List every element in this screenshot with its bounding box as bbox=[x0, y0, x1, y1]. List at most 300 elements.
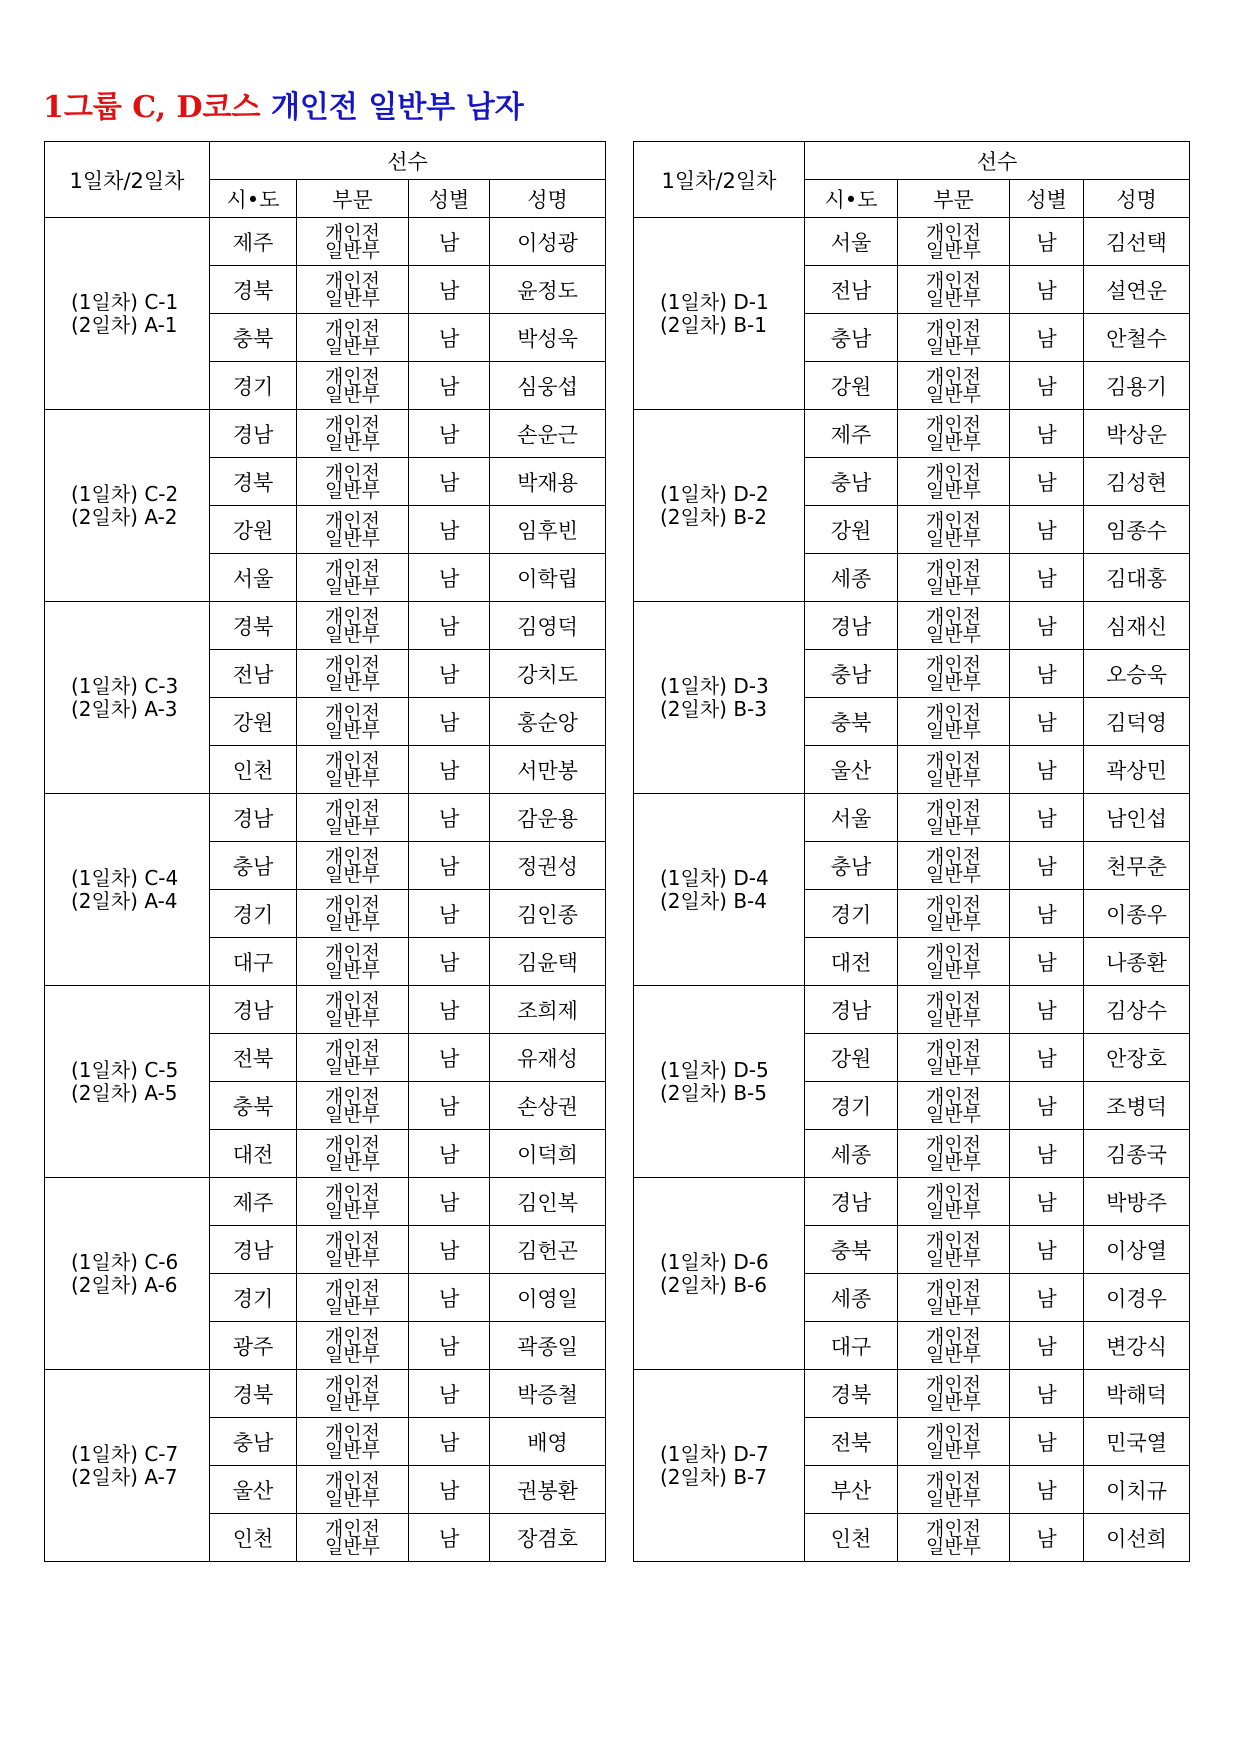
player-division bbox=[297, 650, 409, 698]
player-region: 강원 bbox=[805, 362, 898, 410]
player-division bbox=[297, 1274, 409, 1322]
player-region: 충남 bbox=[210, 1418, 297, 1466]
player-gender: 남 bbox=[409, 506, 490, 554]
player-name: 안장호 bbox=[1084, 1034, 1190, 1082]
player-gender: 남 bbox=[1010, 458, 1084, 506]
player-region: 경남 bbox=[805, 1178, 898, 1226]
player-region: 충북 bbox=[210, 314, 297, 362]
division-line-1: 개인전 bbox=[324, 605, 381, 628]
division-line-2: 일반부 bbox=[324, 623, 381, 646]
player-region: 강원 bbox=[805, 1034, 898, 1082]
table-row bbox=[45, 1178, 606, 1226]
player-division bbox=[898, 1418, 1010, 1466]
player-region: 부산 bbox=[805, 1466, 898, 1514]
player-gender: 남 bbox=[409, 986, 490, 1034]
player-name: 서만봉 bbox=[490, 746, 606, 794]
player-name: 박상운 bbox=[1084, 410, 1190, 458]
player-name: 김윤택 bbox=[490, 938, 606, 986]
group-slot-day2: (2일차) B-3 bbox=[660, 696, 767, 721]
player-region: 충북 bbox=[805, 698, 898, 746]
table-row bbox=[634, 1178, 1190, 1226]
player-name: 민국열 bbox=[1084, 1418, 1190, 1466]
player-division bbox=[898, 506, 1010, 554]
group-slot-day1: (1일차) C-4 bbox=[71, 865, 179, 890]
division-line-2: 일반부 bbox=[925, 239, 982, 262]
player-region: 세종 bbox=[805, 554, 898, 602]
division-line-1: 개인전 bbox=[925, 413, 982, 436]
division-line-1: 개인전 bbox=[324, 269, 381, 292]
player-gender: 남 bbox=[409, 1274, 490, 1322]
division-line-2: 일반부 bbox=[324, 911, 381, 934]
player-name: 김성현 bbox=[1084, 458, 1190, 506]
player-region: 대구 bbox=[210, 938, 297, 986]
player-name: 이종우 bbox=[1084, 890, 1190, 938]
player-division bbox=[297, 1178, 409, 1226]
division-line-2: 일반부 bbox=[324, 1343, 381, 1366]
division-line-1: 개인전 bbox=[925, 1229, 982, 1252]
header-region: 시•도 bbox=[210, 180, 297, 218]
player-name: 김선택 bbox=[1084, 218, 1190, 266]
player-name: 강치도 bbox=[490, 650, 606, 698]
player-division bbox=[898, 938, 1010, 986]
player-gender: 남 bbox=[409, 1418, 490, 1466]
player-name: 박증철 bbox=[490, 1370, 606, 1418]
division-line-2: 일반부 bbox=[925, 1103, 982, 1126]
division-line-2: 일반부 bbox=[925, 1487, 982, 1510]
group-slot bbox=[634, 794, 805, 986]
group-slot-day2: (2일차) A-5 bbox=[71, 1080, 178, 1105]
group-slot-day2: (2일차) A-4 bbox=[71, 888, 178, 913]
division-line-2: 일반부 bbox=[324, 239, 381, 262]
page-title bbox=[43, 82, 524, 126]
player-name: 변강식 bbox=[1084, 1322, 1190, 1370]
player-gender: 남 bbox=[409, 1466, 490, 1514]
division-line-1: 개인전 bbox=[324, 701, 381, 724]
player-gender: 남 bbox=[409, 602, 490, 650]
player-region: 경남 bbox=[805, 602, 898, 650]
player-name: 박해덕 bbox=[1084, 1370, 1190, 1418]
division-line-1: 개인전 bbox=[324, 797, 381, 820]
player-region: 경기 bbox=[805, 890, 898, 938]
division-line-1: 개인전 bbox=[925, 1325, 982, 1348]
division-line-2: 일반부 bbox=[925, 1439, 982, 1462]
player-gender: 남 bbox=[1010, 890, 1084, 938]
division-line-1: 개인전 bbox=[324, 221, 381, 244]
group-slot bbox=[45, 218, 210, 410]
player-region: 충북 bbox=[805, 1226, 898, 1274]
player-division bbox=[297, 1226, 409, 1274]
division-line-2: 일반부 bbox=[925, 1247, 982, 1270]
player-gender: 남 bbox=[1010, 1322, 1084, 1370]
division-line-1: 개인전 bbox=[925, 1037, 982, 1060]
division-line-1: 개인전 bbox=[324, 1229, 381, 1252]
player-region: 인천 bbox=[210, 746, 297, 794]
player-gender: 남 bbox=[1010, 1514, 1084, 1562]
division-line-2: 일반부 bbox=[324, 1295, 381, 1318]
player-name: 곽상민 bbox=[1084, 746, 1190, 794]
player-division bbox=[898, 1178, 1010, 1226]
division-line-1: 개인전 bbox=[324, 1325, 381, 1348]
player-name: 남인섭 bbox=[1084, 794, 1190, 842]
player-name: 김인복 bbox=[490, 1178, 606, 1226]
player-name: 이치규 bbox=[1084, 1466, 1190, 1514]
player-region: 경남 bbox=[210, 1226, 297, 1274]
player-division bbox=[297, 266, 409, 314]
player-region: 충남 bbox=[805, 842, 898, 890]
division-line-2: 일반부 bbox=[324, 383, 381, 406]
player-division bbox=[898, 1274, 1010, 1322]
division-line-1: 개인전 bbox=[324, 1421, 381, 1444]
table-row bbox=[45, 1370, 606, 1418]
player-gender: 남 bbox=[409, 698, 490, 746]
player-name: 김영덕 bbox=[490, 602, 606, 650]
group-slot bbox=[45, 794, 210, 986]
player-division bbox=[898, 746, 1010, 794]
group-slot-day1: (1일차) D-7 bbox=[660, 1441, 769, 1466]
group-slot bbox=[634, 986, 805, 1178]
division-line-2: 일반부 bbox=[324, 1151, 381, 1174]
header-day: 1일차/2일차 bbox=[45, 142, 210, 218]
player-gender: 남 bbox=[409, 1034, 490, 1082]
division-line-1: 개인전 bbox=[925, 1421, 982, 1444]
group-slot-day1: (1일차) C-3 bbox=[71, 673, 179, 698]
player-gender: 남 bbox=[409, 1226, 490, 1274]
player-division bbox=[898, 842, 1010, 890]
group-slot-day1: (1일차) D-3 bbox=[660, 673, 769, 698]
division-line-2: 일반부 bbox=[324, 767, 381, 790]
division-line-1: 개인전 bbox=[925, 989, 982, 1012]
player-region: 제주 bbox=[805, 410, 898, 458]
group-slot bbox=[634, 1370, 805, 1562]
division-line-2: 일반부 bbox=[925, 287, 982, 310]
player-division bbox=[898, 458, 1010, 506]
table-row bbox=[45, 602, 606, 650]
division-line-2: 일반부 bbox=[324, 1487, 381, 1510]
player-name: 박재용 bbox=[490, 458, 606, 506]
division-line-1: 개인전 bbox=[925, 1517, 982, 1540]
header-division: 부문 bbox=[297, 180, 409, 218]
player-division bbox=[898, 362, 1010, 410]
division-line-1: 개인전 bbox=[925, 1469, 982, 1492]
header-day: 1일차/2일차 bbox=[634, 142, 805, 218]
division-line-2: 일반부 bbox=[925, 1199, 982, 1222]
player-name: 이영일 bbox=[490, 1274, 606, 1322]
division-line-2: 일반부 bbox=[925, 1055, 982, 1078]
player-name: 장겸호 bbox=[490, 1514, 606, 1562]
header-name: 성명 bbox=[490, 180, 606, 218]
player-name: 임후빈 bbox=[490, 506, 606, 554]
player-region: 경남 bbox=[210, 986, 297, 1034]
division-line-2: 일반부 bbox=[925, 719, 982, 742]
header-gender: 성별 bbox=[1010, 180, 1084, 218]
player-division bbox=[297, 314, 409, 362]
player-gender: 남 bbox=[409, 1082, 490, 1130]
division-line-1: 개인전 bbox=[925, 845, 982, 868]
division-line-1: 개인전 bbox=[925, 557, 982, 580]
division-line-2: 일반부 bbox=[925, 431, 982, 454]
player-gender: 남 bbox=[1010, 602, 1084, 650]
player-region: 경북 bbox=[210, 1370, 297, 1418]
player-gender: 남 bbox=[409, 554, 490, 602]
player-gender: 남 bbox=[409, 1370, 490, 1418]
player-name: 김덕영 bbox=[1084, 698, 1190, 746]
player-division bbox=[898, 1322, 1010, 1370]
player-division bbox=[898, 698, 1010, 746]
division-line-2: 일반부 bbox=[324, 1055, 381, 1078]
player-division bbox=[297, 1514, 409, 1562]
group-slot-day1: (1일차) C-7 bbox=[71, 1441, 179, 1466]
player-name: 심웅섭 bbox=[490, 362, 606, 410]
player-region: 경기 bbox=[805, 1082, 898, 1130]
division-line-2: 일반부 bbox=[925, 815, 982, 838]
division-line-1: 개인전 bbox=[324, 317, 381, 340]
player-division bbox=[898, 602, 1010, 650]
division-line-1: 개인전 bbox=[324, 749, 381, 772]
table-row bbox=[634, 410, 1190, 458]
roster-table-left bbox=[44, 141, 606, 1562]
division-line-2: 일반부 bbox=[324, 863, 381, 886]
division-line-1: 개인전 bbox=[324, 461, 381, 484]
player-gender: 남 bbox=[1010, 1034, 1084, 1082]
player-name: 안철수 bbox=[1084, 314, 1190, 362]
division-line-1: 개인전 bbox=[324, 557, 381, 580]
player-division bbox=[898, 266, 1010, 314]
division-line-2: 일반부 bbox=[324, 1247, 381, 1270]
player-region: 경북 bbox=[805, 1370, 898, 1418]
player-gender: 남 bbox=[1010, 650, 1084, 698]
division-line-2: 일반부 bbox=[324, 287, 381, 310]
player-gender: 남 bbox=[1010, 1130, 1084, 1178]
player-division bbox=[297, 698, 409, 746]
division-line-2: 일반부 bbox=[324, 575, 381, 598]
player-gender: 남 bbox=[1010, 362, 1084, 410]
group-slot bbox=[634, 1178, 805, 1370]
player-region: 세종 bbox=[805, 1130, 898, 1178]
player-region: 울산 bbox=[805, 746, 898, 794]
player-name: 나종환 bbox=[1084, 938, 1190, 986]
division-line-1: 개인전 bbox=[324, 893, 381, 916]
division-line-2: 일반부 bbox=[925, 479, 982, 502]
player-region: 경기 bbox=[210, 1274, 297, 1322]
division-line-1: 개인전 bbox=[925, 1373, 982, 1396]
group-slot-day2: (2일차) B-4 bbox=[660, 888, 767, 913]
division-line-1: 개인전 bbox=[324, 1277, 381, 1300]
player-name: 김헌곤 bbox=[490, 1226, 606, 1274]
player-division bbox=[898, 890, 1010, 938]
player-division bbox=[898, 218, 1010, 266]
player-region: 서울 bbox=[805, 794, 898, 842]
division-line-2: 일반부 bbox=[925, 623, 982, 646]
division-line-2: 일반부 bbox=[925, 863, 982, 886]
player-region: 서울 bbox=[805, 218, 898, 266]
header-region: 시•도 bbox=[805, 180, 898, 218]
player-gender: 남 bbox=[409, 1130, 490, 1178]
group-slot-day2: (2일차) B-5 bbox=[660, 1080, 767, 1105]
player-region: 제주 bbox=[210, 218, 297, 266]
division-line-2: 일반부 bbox=[925, 1295, 982, 1318]
group-slot bbox=[45, 1178, 210, 1370]
division-line-1: 개인전 bbox=[324, 1373, 381, 1396]
group-slot bbox=[45, 1370, 210, 1562]
player-gender: 남 bbox=[1010, 506, 1084, 554]
player-gender: 남 bbox=[1010, 266, 1084, 314]
division-line-2: 일반부 bbox=[324, 671, 381, 694]
player-division bbox=[297, 602, 409, 650]
group-slot-day1: (1일차) C-1 bbox=[71, 289, 179, 314]
division-line-2: 일반부 bbox=[925, 527, 982, 550]
group-slot-day1: (1일차) C-2 bbox=[71, 481, 179, 506]
player-division bbox=[297, 218, 409, 266]
group-slot bbox=[634, 218, 805, 410]
player-gender: 남 bbox=[409, 458, 490, 506]
player-name: 이덕희 bbox=[490, 1130, 606, 1178]
player-division bbox=[898, 1034, 1010, 1082]
player-gender: 남 bbox=[409, 410, 490, 458]
group-slot-day1: (1일차) C-5 bbox=[71, 1057, 179, 1082]
player-gender: 남 bbox=[1010, 938, 1084, 986]
group-slot-day2: (2일차) B-7 bbox=[660, 1464, 767, 1489]
division-line-1: 개인전 bbox=[925, 1133, 982, 1156]
player-name: 김인종 bbox=[490, 890, 606, 938]
player-division bbox=[297, 1130, 409, 1178]
player-gender: 남 bbox=[1010, 698, 1084, 746]
player-name: 권봉환 bbox=[490, 1466, 606, 1514]
division-line-2: 일반부 bbox=[925, 1343, 982, 1366]
division-line-2: 일반부 bbox=[324, 527, 381, 550]
division-line-1: 개인전 bbox=[925, 1277, 982, 1300]
division-line-1: 개인전 bbox=[925, 893, 982, 916]
player-region: 충남 bbox=[805, 650, 898, 698]
player-gender: 남 bbox=[1010, 1370, 1084, 1418]
group-slot bbox=[45, 602, 210, 794]
player-region: 대전 bbox=[210, 1130, 297, 1178]
player-region: 경북 bbox=[210, 266, 297, 314]
division-line-2: 일반부 bbox=[324, 1199, 381, 1222]
player-name: 이경우 bbox=[1084, 1274, 1190, 1322]
division-line-1: 개인전 bbox=[324, 1133, 381, 1156]
division-line-2: 일반부 bbox=[925, 767, 982, 790]
player-division bbox=[898, 314, 1010, 362]
group-slot-day2: (2일차) A-7 bbox=[71, 1464, 178, 1489]
division-line-1: 개인전 bbox=[324, 1517, 381, 1540]
player-name: 김상수 bbox=[1084, 986, 1190, 1034]
roster-body-right bbox=[634, 218, 1190, 1562]
player-region: 광주 bbox=[210, 1322, 297, 1370]
division-line-1: 개인전 bbox=[925, 701, 982, 724]
group-slot-day1: (1일차) D-1 bbox=[660, 289, 769, 314]
player-region: 제주 bbox=[210, 1178, 297, 1226]
player-region: 경북 bbox=[210, 602, 297, 650]
player-name: 임종수 bbox=[1084, 506, 1190, 554]
player-gender: 남 bbox=[1010, 842, 1084, 890]
player-name: 감운용 bbox=[490, 794, 606, 842]
player-gender: 남 bbox=[409, 266, 490, 314]
division-line-1: 개인전 bbox=[324, 1181, 381, 1204]
player-division bbox=[297, 842, 409, 890]
player-gender: 남 bbox=[1010, 1082, 1084, 1130]
group-slot bbox=[45, 410, 210, 602]
player-name: 조희제 bbox=[490, 986, 606, 1034]
header-name: 성명 bbox=[1084, 180, 1190, 218]
group-slot bbox=[634, 602, 805, 794]
player-region: 전북 bbox=[210, 1034, 297, 1082]
player-gender: 남 bbox=[409, 746, 490, 794]
table-row bbox=[634, 794, 1190, 842]
division-line-1: 개인전 bbox=[925, 1085, 982, 1108]
division-line-1: 개인전 bbox=[324, 941, 381, 964]
player-gender: 남 bbox=[1010, 314, 1084, 362]
division-line-2: 일반부 bbox=[324, 719, 381, 742]
player-region: 인천 bbox=[805, 1514, 898, 1562]
division-line-1: 개인전 bbox=[925, 461, 982, 484]
player-gender: 남 bbox=[409, 362, 490, 410]
player-region: 대전 bbox=[805, 938, 898, 986]
player-division bbox=[297, 1082, 409, 1130]
player-gender: 남 bbox=[1010, 410, 1084, 458]
table-row bbox=[45, 794, 606, 842]
player-gender: 남 bbox=[1010, 1466, 1084, 1514]
group-slot-day1: (1일차) D-5 bbox=[660, 1057, 769, 1082]
player-name: 곽종일 bbox=[490, 1322, 606, 1370]
player-name: 손운근 bbox=[490, 410, 606, 458]
player-gender: 남 bbox=[1010, 218, 1084, 266]
player-gender: 남 bbox=[1010, 1178, 1084, 1226]
player-region: 경남 bbox=[210, 794, 297, 842]
division-line-1: 개인전 bbox=[925, 749, 982, 772]
division-line-1: 개인전 bbox=[925, 653, 982, 676]
player-region: 경남 bbox=[805, 986, 898, 1034]
player-name: 배영 bbox=[490, 1418, 606, 1466]
player-name: 김대홍 bbox=[1084, 554, 1190, 602]
player-name: 조병덕 bbox=[1084, 1082, 1190, 1130]
division-line-1: 개인전 bbox=[925, 509, 982, 532]
player-gender: 남 bbox=[409, 1178, 490, 1226]
player-region: 세종 bbox=[805, 1274, 898, 1322]
player-name: 이학립 bbox=[490, 554, 606, 602]
player-gender: 남 bbox=[409, 794, 490, 842]
division-line-1: 개인전 bbox=[925, 269, 982, 292]
division-line-2: 일반부 bbox=[925, 911, 982, 934]
group-slot-day2: (2일차) A-1 bbox=[71, 312, 178, 337]
header-player: 선수 bbox=[805, 142, 1190, 180]
player-region: 울산 bbox=[210, 1466, 297, 1514]
division-line-2: 일반부 bbox=[324, 1103, 381, 1126]
player-name: 손상권 bbox=[490, 1082, 606, 1130]
division-line-1: 개인전 bbox=[925, 605, 982, 628]
group-slot-day2: (2일차) A-3 bbox=[71, 696, 178, 721]
player-division bbox=[898, 986, 1010, 1034]
player-name: 김종국 bbox=[1084, 1130, 1190, 1178]
division-line-2: 일반부 bbox=[324, 1535, 381, 1558]
player-division bbox=[297, 986, 409, 1034]
player-gender: 남 bbox=[1010, 1226, 1084, 1274]
header-gender: 성별 bbox=[409, 180, 490, 218]
division-line-2: 일반부 bbox=[324, 335, 381, 358]
player-gender: 남 bbox=[1010, 794, 1084, 842]
division-line-2: 일반부 bbox=[324, 1391, 381, 1414]
table-row bbox=[634, 1370, 1190, 1418]
player-region: 서울 bbox=[210, 554, 297, 602]
player-division bbox=[898, 1082, 1010, 1130]
division-line-1: 개인전 bbox=[324, 653, 381, 676]
division-line-1: 개인전 bbox=[324, 1469, 381, 1492]
player-division bbox=[898, 1130, 1010, 1178]
division-line-2: 일반부 bbox=[925, 959, 982, 982]
player-gender: 남 bbox=[409, 938, 490, 986]
player-division bbox=[297, 746, 409, 794]
division-line-1: 개인전 bbox=[324, 413, 381, 436]
player-gender: 남 bbox=[409, 890, 490, 938]
